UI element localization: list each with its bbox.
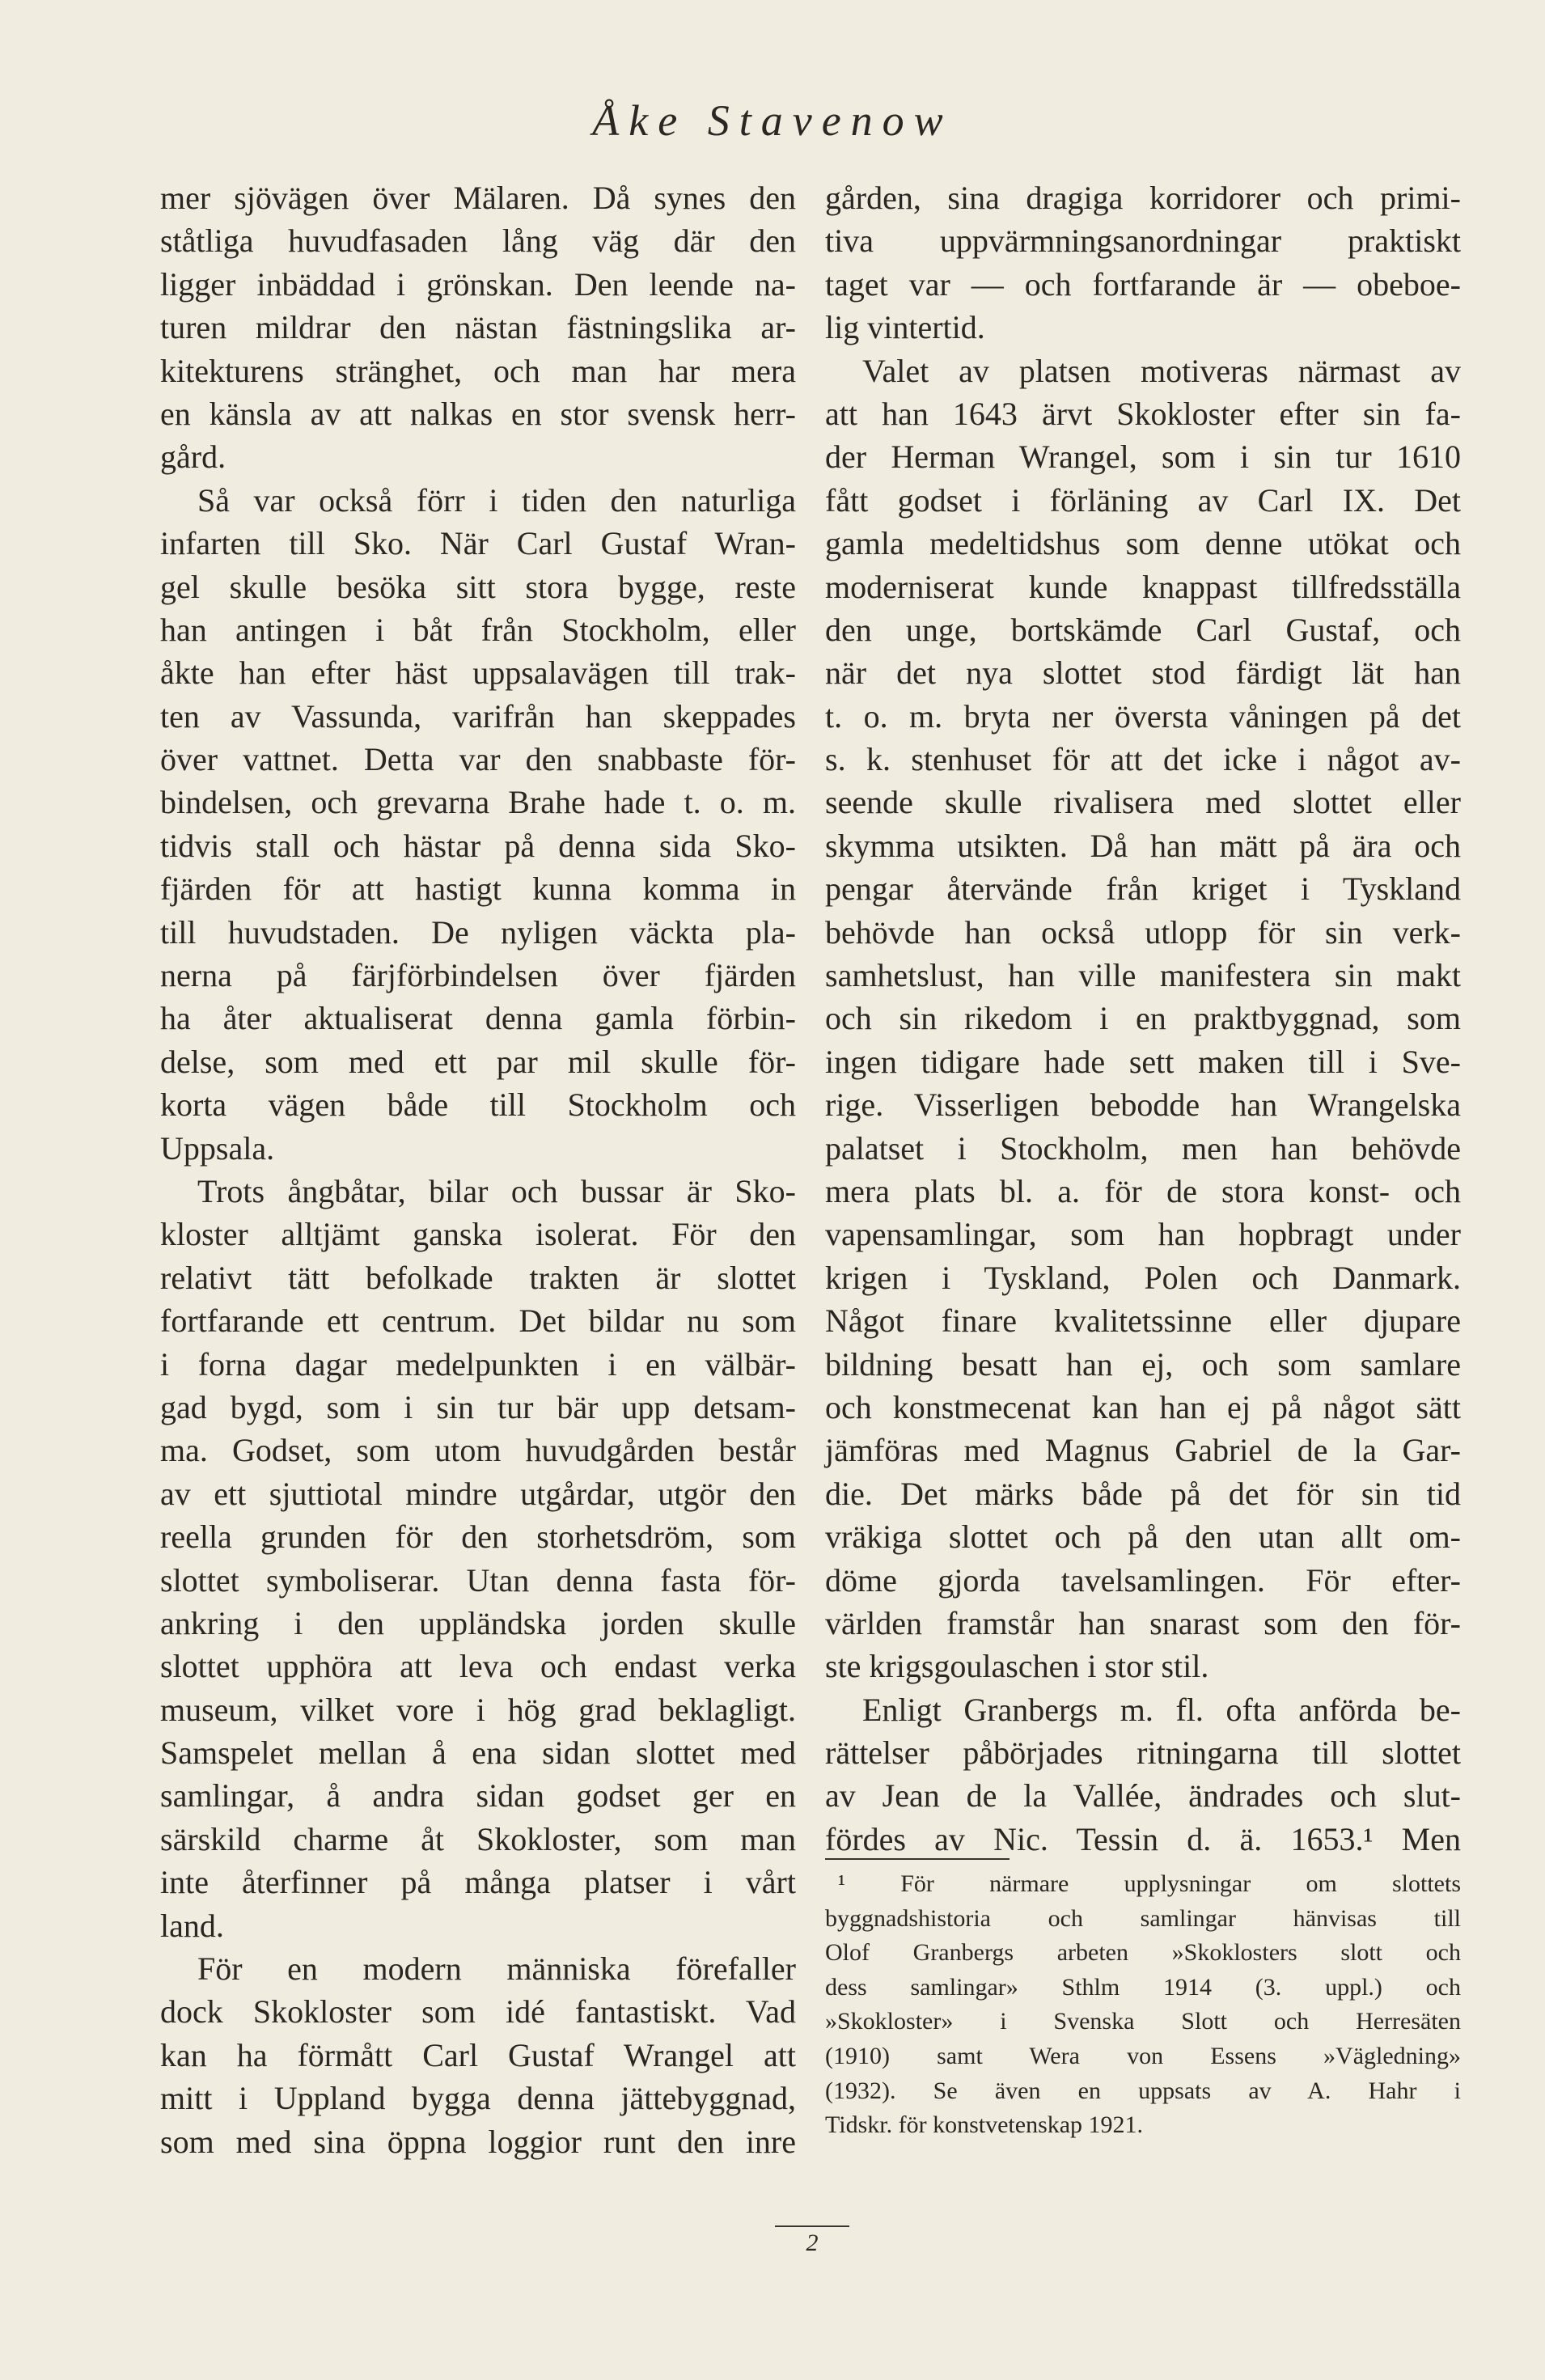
text-line: att han 1643 ärvt Skokloster efter sin fa- bbox=[825, 395, 1461, 432]
text-line: ma. Godset, som utom huvudgården består bbox=[160, 1432, 796, 1469]
text-line: tidvis stall och hästar på denna sida Sko- bbox=[160, 827, 796, 864]
text-line: han antingen i båt från Stockholm, eller bbox=[160, 611, 796, 648]
text-line: ingen tidigare hade sett maken till i Sve- bbox=[825, 1043, 1461, 1080]
text-line: t. o. m. bryta ner översta våningen på det bbox=[825, 697, 1461, 735]
footnote-line: ¹ För närmare upplysningar om slottets bbox=[838, 1870, 1461, 1897]
text-line: Valet av platsen motiveras närmast av bbox=[862, 352, 1461, 389]
text-line: ha åter aktualiserat denna gamla förbin- bbox=[160, 1000, 796, 1037]
text-line: kloster alltjämt ganska isolerat. För den bbox=[160, 1216, 796, 1253]
text-line: ste krigsgoulaschen i stor stil. bbox=[825, 1648, 1209, 1685]
text-line: taget var — och fortfarande är — obeboe- bbox=[825, 265, 1461, 303]
text-line: inte återfinner på många platser i vårt bbox=[160, 1864, 796, 1901]
text-line: museum, vilket vore i hög grad beklagligt. bbox=[160, 1691, 796, 1728]
text-line: fjärden för att hastigt kunna komma in bbox=[160, 870, 796, 908]
text-line: mera plats bl. a. för de stora konst- och bbox=[825, 1172, 1461, 1209]
footnote-line: Tidskr. för konstvetenskap 1921. bbox=[825, 2111, 1144, 2139]
text-line: nerna på färjförbindelsen över fjärden bbox=[160, 957, 796, 994]
text-line: infarten till Sko. När Carl Gustaf Wran- bbox=[160, 525, 796, 562]
text-line: bindelsen, och grevarna Brahe hade t. o. m. bbox=[160, 784, 796, 821]
text-line: fortfarande ett centrum. Det bildar nu som bbox=[160, 1302, 796, 1340]
text-line: Så var också förr i tiden den naturliga bbox=[197, 481, 796, 519]
text-line: gad bygd, som i sin tur bär upp detsam- bbox=[160, 1388, 796, 1425]
text-line: rige. Visserligen bebodde han Wrangelska bbox=[825, 1086, 1461, 1124]
text-line: gel skulle besöka sitt stora bygge, reste bbox=[160, 568, 796, 605]
text-line: skymma utsikten. Då han mätt på ära och bbox=[825, 827, 1461, 864]
text-line: lig vintertid. bbox=[825, 309, 985, 346]
text-line: slottet symboliserar. Utan denna fasta för- bbox=[160, 1561, 796, 1599]
text-line: Något finare kvalitetssinne eller djupare bbox=[825, 1302, 1461, 1340]
text-line: Trots ångbåtar, bilar och bussar är Sko- bbox=[197, 1172, 796, 1209]
text-line: samhetslust, han ville manifestera sin makt bbox=[825, 957, 1461, 994]
text-line: av Jean de la Vallée, ändrades och slut- bbox=[825, 1777, 1461, 1815]
text-line: över vattnet. Detta var den snabbaste för- bbox=[160, 741, 796, 778]
footnote-line: (1932). Se även en uppsats av A. Hahr i bbox=[825, 2077, 1461, 2104]
text-line: korta vägen både till Stockholm och bbox=[160, 1086, 796, 1124]
text-line: ståtliga huvudfasaden lång väg där den bbox=[160, 222, 796, 260]
text-line: vapensamlingar, som han hopbragt under bbox=[825, 1216, 1461, 1253]
footnote-line: byggnadshistoria och samlingar hänvisas till bbox=[825, 1904, 1461, 1932]
text-line: mer sjövägen över Mälaren. Då synes den bbox=[160, 180, 796, 216]
text-line: seende skulle rivalisera med slottet eller bbox=[825, 784, 1461, 821]
right-column bbox=[825, 176, 1461, 1861]
text-line: die. Det märks både på det för sin tid bbox=[825, 1475, 1461, 1512]
footnote-line: (1910) samt Wera von Essens »Vägledning» bbox=[825, 2042, 1461, 2069]
text-line: fördes av Nic. Tessin d. ä. 1653.¹ Men bbox=[825, 1820, 1461, 1857]
text-line: och konstmecenat kan han ej på något sätt bbox=[825, 1388, 1461, 1425]
footnote-line: Olof Granbergs arbeten »Skoklosters slott och bbox=[825, 1939, 1461, 1967]
text-line: och sin rikedom i en praktbyggnad, som bbox=[825, 1000, 1461, 1037]
text-line: behövde han också utlopp för sin verk- bbox=[825, 913, 1461, 951]
text-line: mitt i Uppland bygga denna jättebyggnad, bbox=[160, 2080, 796, 2117]
text-line: döme gjorda tavelsamlingen. För efter- bbox=[825, 1561, 1461, 1599]
footnote-line: dess samlingar» Sthlm 1914 (3. uppl.) och bbox=[825, 1973, 1461, 2001]
text-line: som med sina öppna loggior runt den inre bbox=[160, 2123, 796, 2160]
running-head: Åke Stavenow bbox=[592, 96, 953, 145]
text-line: palatset i Stockholm, men han behövde bbox=[825, 1129, 1461, 1167]
text-line: världen framstår han snarast som den för- bbox=[825, 1604, 1461, 1641]
text-line: land. bbox=[160, 1907, 224, 1944]
text-line: i forna dagar medelpunkten i en välbär- bbox=[160, 1345, 796, 1383]
text-line: gården, sina dragiga korridorer och primi- bbox=[825, 180, 1461, 216]
text-line: jämföras med Magnus Gabriel de la Gar- bbox=[825, 1432, 1461, 1469]
text-line: moderniserat kunde knappast tillfredsställa bbox=[825, 568, 1461, 605]
text-line: Uppsala. bbox=[160, 1129, 275, 1167]
text-line: dock Skokloster som idé fantastiskt. Vad bbox=[160, 1993, 796, 2031]
text-line: turen mildrar den nästan fästningslika ar- bbox=[160, 309, 796, 346]
text-line: kan ha förmått Carl Gustaf Wrangel att bbox=[160, 2036, 796, 2073]
text-line: slottet upphöra att leva och endast verka bbox=[160, 1648, 796, 1685]
text-line: åkte han efter häst uppsalavägen till trak- bbox=[160, 654, 796, 692]
page-number-rule bbox=[775, 2225, 849, 2227]
text-line: s. k. stenhuset för att det icke i något av- bbox=[825, 741, 1461, 778]
text-line: delse, som med ett par mil skulle för- bbox=[160, 1043, 796, 1080]
footnote-rule bbox=[825, 1858, 1010, 1860]
text-line: fått godset i förläning av Carl IX. Det bbox=[825, 481, 1461, 519]
text-line: vräkiga slottet och på den utan allt om- bbox=[825, 1518, 1461, 1556]
page-number: 2 bbox=[806, 2230, 819, 2256]
text-line: Enligt Granbergs m. fl. ofta anförda be- bbox=[862, 1691, 1461, 1728]
text-line: reella grunden för den storhetsdröm, som bbox=[160, 1518, 796, 1556]
text-line: pengar återvände från kriget i Tyskland bbox=[825, 870, 1461, 908]
text-line: gamla medeltidshus som denne utökat och bbox=[825, 525, 1461, 562]
text-line: till huvudstaden. De nyligen väckta pla- bbox=[160, 913, 796, 951]
text-line: när det nya slottet stod färdigt lät han bbox=[825, 654, 1461, 692]
footnote-line: »Skokloster» i Svenska Slott och Herresäten bbox=[825, 2008, 1461, 2035]
text-line: gård. bbox=[160, 438, 226, 476]
text-line: tiva uppvärmningsanordningar praktiskt bbox=[825, 222, 1461, 260]
text-line: relativt tätt befolkade trakten är slottet bbox=[160, 1259, 796, 1296]
text-line: ankring i den uppländska jorden skulle bbox=[160, 1604, 796, 1641]
text-line: För en modern människa förefaller bbox=[197, 1950, 796, 1988]
text-line: Samspelet mellan å ena sidan slottet med bbox=[160, 1734, 796, 1772]
footnote bbox=[825, 1867, 1461, 2143]
text-line: rättelser påbörjades ritningarna till slottet bbox=[825, 1734, 1461, 1772]
text-line: av ett sjuttiotal mindre utgårdar, utgör den bbox=[160, 1475, 796, 1512]
text-line: kitekturens stränghet, och man har mera bbox=[160, 352, 796, 389]
text-line: ten av Vassunda, varifrån han skeppades bbox=[160, 697, 796, 735]
text-line: samlingar, å andra sidan godset ger en bbox=[160, 1777, 796, 1815]
text-line: bildning besatt han ej, och som samlare bbox=[825, 1345, 1461, 1383]
text-line: krigen i Tyskland, Polen och Danmark. bbox=[825, 1259, 1461, 1296]
text-line: en känsla av att nalkas en stor svensk herr- bbox=[160, 395, 796, 432]
left-column bbox=[160, 176, 796, 2163]
text-line: särskild charme åt Skokloster, som man bbox=[160, 1820, 796, 1857]
text-line: der Herman Wrangel, som i sin tur 1610 bbox=[825, 438, 1461, 476]
text-line: ligger inbäddad i grönskan. Den leende na- bbox=[160, 265, 796, 303]
text-line: den unge, bortskämde Carl Gustaf, och bbox=[825, 611, 1461, 648]
